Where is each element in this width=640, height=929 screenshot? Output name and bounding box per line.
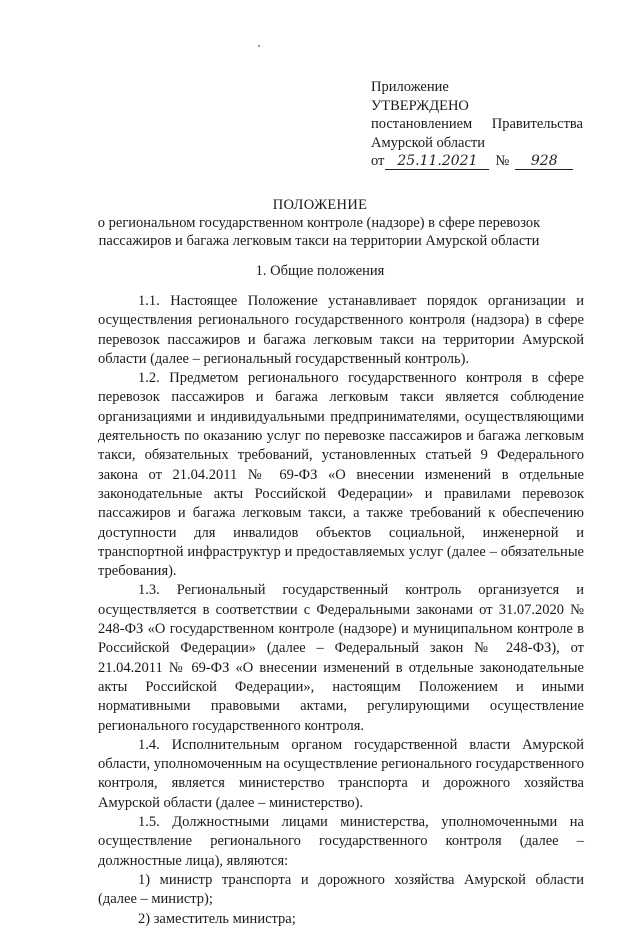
scan-speck	[258, 45, 260, 47]
approval-resolution-row	[371, 115, 583, 134]
list-item-1: 1) министр транспорта и дорожного хозяйства Амурской области (далее – министр);	[98, 871, 584, 908]
approval-date-handwritten: 25.11.2021	[385, 154, 489, 170]
approval-region-label: Амурской области	[371, 134, 485, 151]
approval-government-label: Правительства	[491, 116, 583, 132]
approval-appendix-label: Приложение	[371, 79, 449, 95]
approval-stamp-block	[371, 78, 583, 171]
document-subtitle: о региональном государственном контроле (надзоре) в сфере перевозок пассажиров и багажа легковым такси на территории Амурской области	[97, 215, 541, 249]
paragraph-1-4: 1.4. Исполнительным органом государственной власти Амурской области, уполномоченным на осуществление регионального государственного контроля, является министерство транспорта и дорожного хозяйства Амурской области (далее – министерство).	[98, 736, 584, 811]
section-heading: 1. Общие положения	[255, 263, 385, 279]
paragraph-1-5: 1.5. Должностными лицами министерства, уполномоченными на осуществление регионального государственного контроля (далее – должностные лица), являются:	[98, 814, 584, 869]
approval-date-row	[371, 152, 583, 171]
document-body	[98, 292, 584, 929]
list-item-2: 2) заместитель министра;	[138, 910, 296, 927]
paragraph-1-3: 1.3. Региональный государственный контроль организуется и осуществляется в соответствии с Федеральными законами от 31.07.2020 № 248-ФЗ «О государственном контроле (надзоре) и муниципальном контроле в Российской Федерации» (далее – Федеральный закон № 248-ФЗ), от 21.04.2011 № 69-ФЗ «О внесении изменений в отдельные законодательные акты Российской Федерации», настоящим Положением и иными нормативными правовыми актами, регулирующими осуществление регионального государственного контроля.	[98, 582, 584, 734]
approval-number-handwritten: 928	[515, 154, 573, 170]
approval-approved-label: УТВЕРЖДЕНО	[371, 97, 469, 114]
document-title: ПОЛОЖЕНИЕ	[272, 197, 368, 213]
approval-number-prefix: №	[495, 153, 510, 169]
paragraph-1-2: 1.2. Предметом регионального государственного контроля в сфере перевозок пассажиров и багажа легковым такси является соблюдение организациями и индивидуальными предпринимателями, осуществляющими деятельность по оказанию услуг по перевозке пассажиров и багажа легковым такси, обязательных требований, установленных статьей 9 Федерального закона от 21.04.2011 № 69-ФЗ «О внесении изменений в отдельные законодательные акты Российской Федерации» и правилами перевозок пассажиров и багажа легковым такси, а также требований к обеспечению доступности для инвалидов объектов социальной, инженерной и транспортной инфраструктур и предоставляемых услуг (далее – обязательные требования).	[98, 370, 584, 580]
paragraph-1-1: 1.1. Настоящее Положение устанавливает порядок организации и осуществления регионального государственного контроля (надзора) в сфере перевозок пассажиров и багажа легковым такси на территории Амурской области (далее – региональный государственный контроль).	[98, 293, 584, 367]
approval-date-prefix: от	[371, 153, 385, 169]
approval-resolution-label: постановлением	[371, 116, 473, 132]
